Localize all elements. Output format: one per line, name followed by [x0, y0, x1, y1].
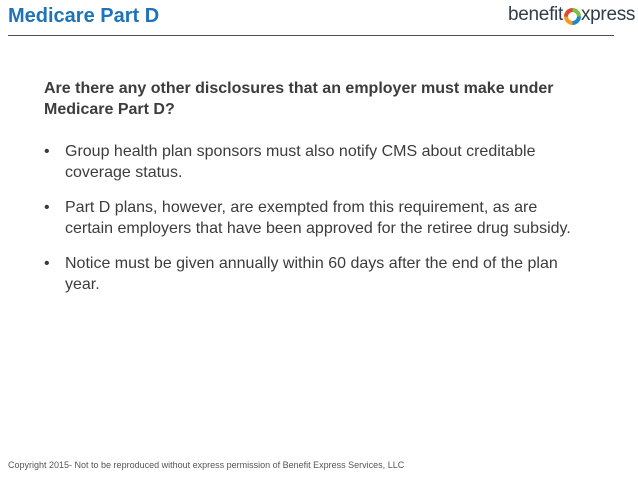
bullet-item	[44, 197, 584, 239]
page-title: Medicare Part D	[8, 5, 160, 27]
benefit-express-logo	[508, 3, 635, 27]
logo-word-xpress: xpress	[580, 4, 636, 25]
bullet-dot-icon: •	[44, 255, 50, 272]
bullet-dot-icon: •	[44, 143, 50, 160]
bullet-text: Notice must be given annually within 60 days after the end of the plan year.	[65, 255, 558, 293]
bullet-text: Group health plan sponsors must also notify CMS about creditable coverage status.	[65, 143, 536, 181]
copyright-footer: Copyright 2015- Not to be reproduced without express permission of Benefit Express Services, LLC	[8, 460, 405, 470]
logo-word-benefit: benefit	[508, 4, 563, 25]
bullet-dot-icon: •	[44, 199, 50, 216]
header-divider	[8, 35, 614, 36]
bullet-item	[44, 253, 584, 295]
bullet-text: Part D plans, however, are exempted from this requirement, as are certain employers that have been approved for the retiree drug subsidy.	[65, 199, 571, 237]
bullet-list	[44, 141, 584, 309]
benefit-express-e-mark-icon	[564, 8, 581, 25]
question-heading: Are there any other disclosures that an employer must make under Medicare Part D?	[44, 80, 563, 118]
bullet-item	[44, 141, 584, 183]
